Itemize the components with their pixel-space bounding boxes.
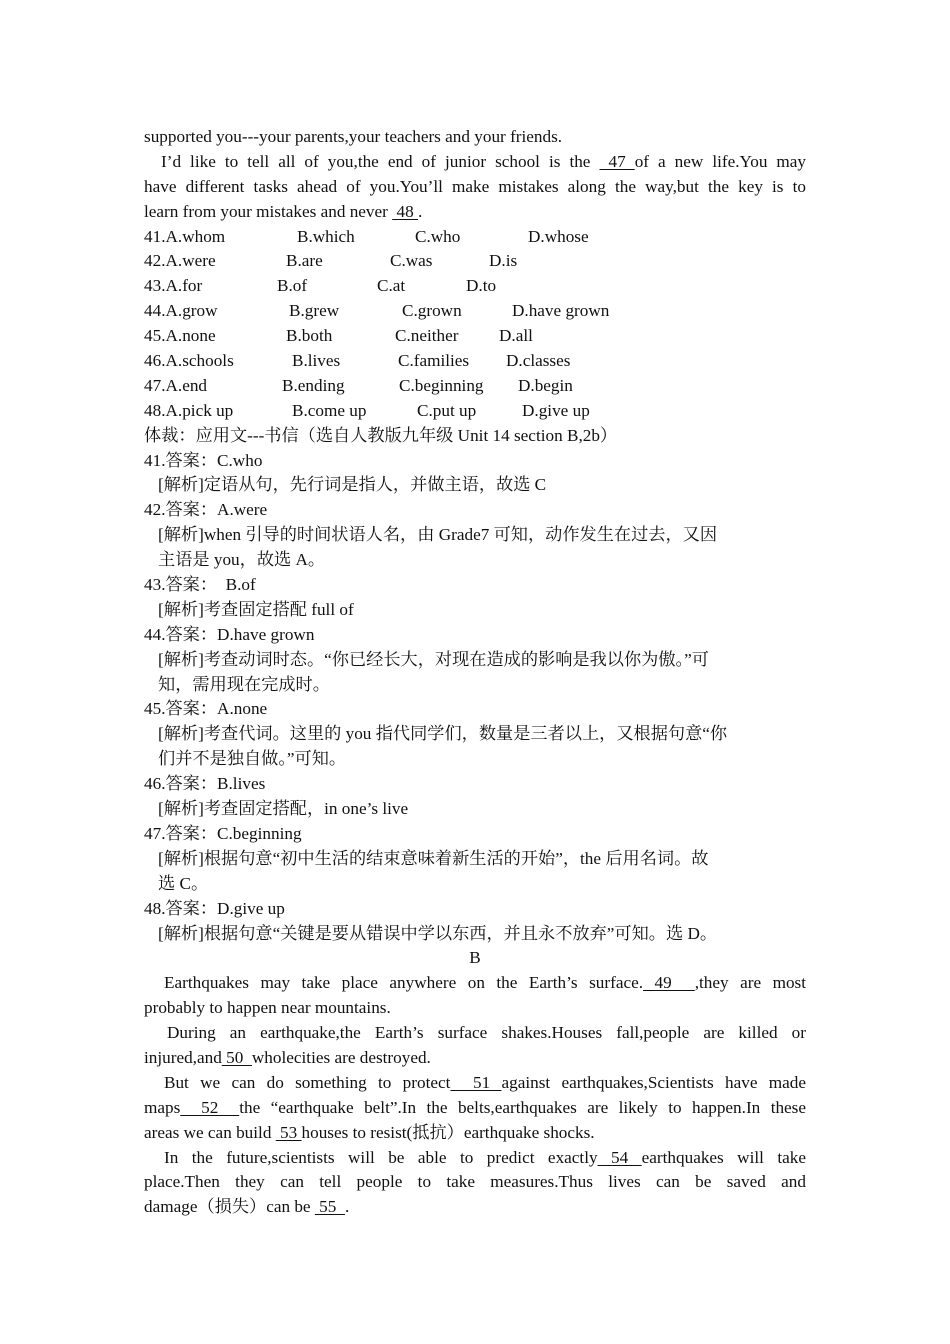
option-row: 45.A.none B.both C.neither D.all	[144, 326, 533, 346]
passage-a-line-1: supported you---your parents,your teachers and your friends.	[144, 127, 563, 146]
explanation-line: [解析]考查代词。这里的 you 指代同学们，数量是三者以上，又根据句意“你	[158, 724, 728, 744]
blank-54: 54	[597, 1147, 642, 1167]
blank-47: 47	[599, 151, 635, 171]
section-b-p4-line-2: place.Then they can tell people to take measures.Thus lives can be saved and	[144, 1172, 806, 1192]
explanation-line: [解析]考查固定搭配，in one’s live	[158, 799, 409, 819]
explanation-line: [解析]考查固定搭配 full of	[158, 599, 354, 619]
explanation-line: [解析]根据句意“初中生活的结束意味着新生活的开始”，the 后用名词。故	[158, 848, 709, 868]
answer-line: 42.答案：A.were	[144, 500, 268, 520]
option-row: 41.A.whom B.which C.who D.whose	[144, 226, 589, 246]
blank-48: 48	[392, 201, 418, 221]
option-row: 47.A.end B.ending C.beginning D.begin	[144, 375, 573, 395]
option-row: 43.A.for B.of C.at D.to	[144, 276, 497, 296]
section-b-p3-line-1: But we can do something to protect 51 against earthquakes,Scientists have made	[164, 1072, 806, 1092]
answer-line: 44.答案：D.have grown	[144, 624, 315, 644]
explanation-line: [解析]根据句意“关键是要从错误中学以东西，并且永不放弃”可知。选 D。	[158, 923, 718, 943]
blank-53: 53	[275, 1122, 302, 1142]
blank-50: 50	[221, 1047, 252, 1067]
explanation-line: [解析]when 引导的时间状语人名，由 Grade7 可知，动作发生在过去，又因	[158, 525, 718, 545]
passage-a-line-4: learn from your mistakes and never 48 .	[144, 201, 423, 221]
passage-a-line-3: have different tasks ahead of you.You’ll make mistakes along the way,but the key is to	[144, 176, 806, 196]
options-list	[144, 225, 806, 424]
section-b-p1-line-1: Earthquakes may take place anywhere on the Earth’s surface. 49 ,they are most	[164, 973, 806, 993]
answer-line: 48.答案：D.give up	[144, 898, 285, 918]
explanation-line: 主语是 you，故选 A。	[158, 550, 326, 570]
blank-52: 52	[180, 1097, 240, 1117]
section-b-heading: B	[469, 948, 481, 968]
option-row: 42.A.were B.are C.was D.is	[144, 251, 518, 271]
answer-line: 41.答案：C.who	[144, 450, 263, 470]
answers-list	[144, 449, 806, 947]
answer-line: 47.答案：C.beginning	[144, 823, 302, 843]
section-b-p2-line-2: injured,and 50 wholecities are destroyed.	[144, 1047, 431, 1067]
option-row: 44.A.grow B.grew C.grown D.have grown	[144, 301, 610, 321]
blank-55: 55	[314, 1197, 345, 1217]
explanation-line: 选 C。	[158, 873, 209, 893]
section-b-p4-line-3: damage（损失）can be 55 .	[144, 1197, 350, 1217]
section-b-p3-line-3: areas we can build 53 houses to resist(抵抗）earthquake shocks.	[144, 1122, 595, 1142]
answer-line: 45.答案：A.none	[144, 699, 268, 719]
answer-line: 46.答案：B.lives	[144, 774, 266, 794]
section-b-p4-line-1: In the future,scientists will be able to predict exactly 54 earthquakes will take	[164, 1147, 806, 1167]
explanation-line: 们并不是独自做。”可知。	[158, 749, 347, 769]
answer-line: 43.答案： B.of	[144, 575, 256, 595]
blank-49: 49	[643, 973, 695, 993]
passage-a-line-2: I’d like to tell all of you,the end of junior school is the 47 of a new life.You may	[161, 151, 807, 171]
option-row: 48.A.pick up B.come up C.put up D.give up	[144, 400, 590, 420]
blank-51: 51	[450, 1072, 502, 1092]
genre-line: 体裁：应用文---书信（选自人教版九年级 Unit 14 section B,2b）	[144, 425, 618, 445]
option-row: 46.A.schools B.lives C.families D.classes	[144, 351, 571, 371]
section-b-p3-line-2: maps 52 the “earthquake belt”.In the belts,earthquakes are likely to happen.In these	[144, 1097, 807, 1117]
document-page	[144, 125, 806, 1220]
explanation-line: [解析]考查动词时态。“你已经长大，对现在造成的影响是我以你为傲。”可	[158, 649, 709, 669]
explanation-line: 知，需用现在完成时。	[158, 674, 330, 694]
section-b-p1-line-2: probably to happen near mountains.	[144, 998, 391, 1018]
explanation-line: [解析]定语从句，先行词是指人，并做主语，故选 C	[158, 475, 547, 495]
section-b-p2-line-1: During an earthquake,the Earth’s surface shakes.Houses fall,people are killed or	[167, 1023, 806, 1043]
